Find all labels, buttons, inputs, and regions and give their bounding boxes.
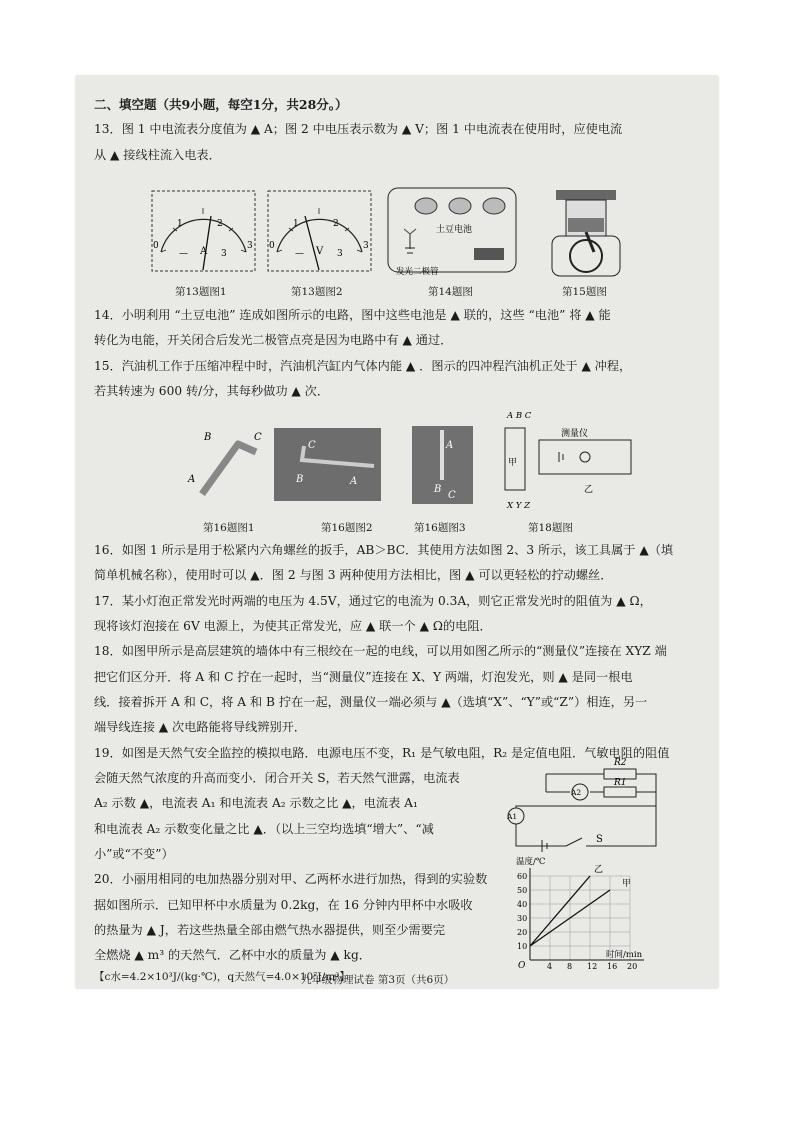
fig20-temperature-chart	[506, 856, 666, 980]
q16-line1: 16．如图 1 所示是用于松紧内六角螺丝的扳手，AB＞BC．其使用方法如图 2、3 所示，该工具属于 ▲（填	[94, 543, 674, 557]
fig18-circuit	[499, 410, 639, 514]
fig13-2-voltmeter	[267, 190, 372, 276]
fig16-3-photo	[412, 426, 473, 504]
f16-3-A: A	[446, 440, 454, 451]
f16-2-C: C	[308, 440, 316, 451]
f16-pt-B: B	[204, 432, 212, 443]
fig16-1-caption: 第16题图1	[203, 522, 255, 534]
q20-constants: 【c水=4.2×10³J/(kg·℃)，q天然气=4.0×10⁷J/m³】	[94, 971, 350, 983]
series-label-yi: 乙	[594, 865, 604, 875]
f19-r2: R2	[614, 758, 627, 768]
q14-line1: 14．小明利用 “土豆电池” 连成如图所示的电路，图中这些电池是 ▲ 联的，这些 “电池” 将 ▲ 能	[94, 308, 611, 322]
y-tick-label: 10	[517, 942, 528, 951]
fig19-circuit	[506, 758, 666, 860]
fig14-caption: 第14题图	[428, 286, 473, 298]
series-label-jia: 甲	[622, 879, 632, 889]
meter1-tick2: 2	[217, 219, 223, 229]
chart-ylabel: 温度/℃	[516, 857, 546, 867]
f19-r1: R1	[614, 778, 627, 788]
q15-line2: 若其转速为 600 转/分，其每秒做功 ▲ 次．	[94, 384, 330, 398]
meter2-tick3: 3	[363, 241, 369, 251]
fig13-2-caption: 第13题图2	[291, 286, 343, 298]
fig16-1-wrench	[188, 426, 268, 505]
f19-s: S	[596, 834, 603, 845]
exam-sheet	[76, 76, 718, 988]
q18-line3: 线．接着拆开 A 和 C，将 A 和 B 拧在一起，测量仪一端必须与 ▲（选填“X”、“Y”或“Z”）相连，另一	[94, 695, 648, 709]
fig16-2-photo	[274, 428, 381, 501]
meter1-tick3: 3	[247, 241, 253, 251]
q17-line2: 现将该灯泡接在 6V 电源上，为使其正常发光，应 ▲ 联一个 ▲ Ω的电阻．	[94, 619, 492, 633]
q19-line1: 19．如图是天然气安全监控的模拟电路．电源电压不变，R₁ 是气敏电阻，R₂ 是定值电阻．气敏电阻的阻值	[94, 746, 670, 760]
q18-line4: 端导线连接 ▲ 次电路能将导线辨别开．	[94, 720, 307, 734]
q13-line1: 13．图 1 中电流表分度值为 ▲ A；图 2 中电压表示数为 ▲ V；图 1 中电流表在使用时，应使电流	[94, 122, 623, 136]
fig16-2-caption: 第16题图2	[321, 522, 373, 534]
x-tick-label: 4	[547, 962, 553, 971]
f16-2-A: A	[350, 476, 358, 487]
meter1-term-neg: —	[179, 249, 188, 259]
page-footer: 九年级物理试卷 第3页（共6页）	[301, 974, 455, 986]
f18-xyz: X Y Z	[507, 501, 530, 511]
q19-line5: 小”或“不变”）	[94, 847, 174, 861]
y-tick-label: 50	[517, 886, 528, 895]
q13-line2: 从 ▲ 接线柱流入电表．	[94, 148, 221, 162]
meter1-tick0: 0	[153, 241, 159, 251]
y-tick-label: 40	[517, 900, 528, 909]
x-tick-label: 12	[587, 962, 598, 971]
x-tick-label: 20	[627, 962, 638, 971]
q18-line2: 把它们区分开．将 A 和 C 拧在一起时，当“测量仪”连接在 X、Y 两端，灯泡发光，则 ▲ 是同一根电	[94, 670, 633, 684]
meter1-tick1: 1	[177, 219, 183, 229]
f16-3-C: C	[448, 490, 456, 501]
q20-line3: 的热量为 ▲ J，若这些热量全部由燃气热水器提供，则至少需要完	[94, 923, 446, 937]
fig13-1-caption: 第13题图1	[175, 286, 227, 298]
x-tick-label: 8	[567, 962, 573, 971]
meter2-tick2: 2	[333, 219, 339, 229]
meter2-tick1: 1	[293, 219, 299, 229]
y-tick-label: 60	[517, 872, 528, 881]
fig14-potato-circuit	[384, 184, 519, 283]
led-label: 发光二极管	[396, 267, 439, 277]
f16-2-B: B	[296, 474, 304, 485]
fig15-engine	[546, 186, 626, 282]
meter1-term-3: 3	[221, 249, 227, 259]
q19-line2: 会随天然气浓度的升高而变小．闭合开关 S，若天然气泄露，电流表	[94, 771, 460, 785]
f19-a2: A2	[571, 788, 582, 797]
chart-xlabel: 时间/min	[606, 950, 643, 960]
meter2-tick0: 0	[269, 241, 275, 251]
y-tick-label: 20	[517, 928, 528, 937]
q19-line4: 和电流表 A₂ 示数变化量之比 ▲．（以上三空均选填“增大”、“减	[94, 822, 434, 836]
fig13-1-ammeter	[151, 190, 256, 276]
meter2-term-3: 3	[337, 249, 343, 259]
f19-a1: A1	[507, 812, 518, 821]
q19-line3: A₂ 示数 ▲，电流表 A₁ 和电流表 A₂ 示数之比 ▲，电流表 A₁	[94, 796, 418, 810]
f16-pt-A: A	[188, 474, 196, 485]
q17-line1: 17．某小灯泡正常发光时两端的电压为 4.5V，通过它的电流为 0.3A，则它正常发光时的阻值为 ▲ Ω，	[94, 594, 652, 608]
q20-line4: 全燃烧 ▲ m³ 的天然气．乙杯中水的质量为 ▲ kg．	[94, 948, 371, 962]
meter2-term-neg: —	[295, 249, 304, 259]
x-tick-label: 16	[607, 962, 618, 971]
meter2-unit: V	[316, 246, 324, 257]
f18-abc: A B C	[507, 411, 532, 421]
q14-line2: 转化为电能，开关闭合后发光二极管点亮是因为电路中有 ▲ 通过．	[94, 333, 453, 347]
fig15-caption: 第15题图	[562, 286, 607, 298]
q15-line1: 15．汽油机工作于压缩冲程中时，汽油机汽缸内气体内能 ▲ ．图示的四冲程汽油机正处于 ▲ 冲程，	[94, 359, 632, 373]
q18-line1: 18．如图甲所示是高层建筑的墙体中有三根绞在一起的电线，可以用如图乙所示的“测量仪”连接在 XYZ 端	[94, 644, 667, 658]
q16-line2: 简单机械名称），使用时可以 ▲．图 2 与图 3 两种使用方法相比，图 ▲ 可以更轻松的拧动螺丝．	[94, 568, 613, 582]
meter1-unit: A	[200, 246, 208, 257]
f18-yi: 乙	[584, 485, 594, 495]
fig18-caption: 第18题图	[528, 522, 573, 534]
q20-line2: 据如图所示．已知甲杯中水质量为 0.2kg，在 16 分钟内甲杯中水吸收	[94, 898, 473, 912]
f16-3-B: B	[434, 484, 442, 495]
chart-origin: O	[518, 961, 526, 971]
q20-line1: 20．小丽用相同的电加热器分别对甲、乙两杯水进行加热，得到的实验数	[94, 872, 488, 886]
potato-battery-label: 土豆电池	[436, 225, 473, 235]
f18-meter-label: 测量仪	[561, 429, 589, 439]
f18-jia: 甲	[508, 458, 518, 468]
section-heading: 二、填空题（共9小题，每空1分，共28分。）	[94, 97, 348, 112]
y-tick-label: 30	[517, 914, 528, 923]
fig16-3-caption: 第16题图3	[414, 522, 466, 534]
f16-pt-C: C	[254, 432, 262, 443]
